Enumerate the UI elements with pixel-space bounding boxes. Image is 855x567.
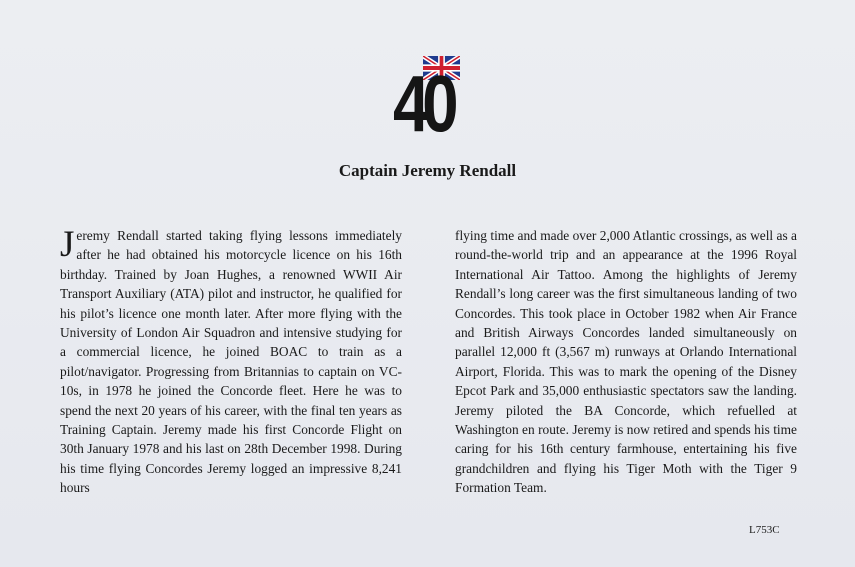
anniversary-logo [393,54,463,148]
drop-cap: J [60,224,75,265]
right-column [455,226,797,498]
page-title: Captain Jeremy Rendall [338,161,517,180]
anniversary-number: 40 [393,59,452,148]
left-column-text: eremy Rendall started taking flying lessons immediately after he had obtained his motorcycle licence on his 16th birthday. Trained by Joan Hughes, a renowned WWII Air Transport Auxiliary (ATA) pilot and instructor, he qualified for his pilot’s licence one month later. After more flying with the University of London Air Squadron and intensive studying for a commercial licence, he joined BOAC to train as a pilot/navigator. Progressing from Britannias to captain on VC-10s, in 1978 he joined the Concorde fleet. Here he was to spend the next 20 years of his career, with the final ten years as Training Captain. Jeremy made his first Concorde Flight on 30th January 1978 and his last on 28th December 1998. During his time flying Concordes Jeremy logged an impressive 8,241 hours [60,228,402,496]
left-column [60,226,402,498]
product-code: L753C [749,524,780,536]
left-paragraph [60,226,402,498]
right-column-text: flying time and made over 2,000 Atlantic crossings, as well as a round-the-world trip and an appearance at the 1996 Royal International Air Tattoo. Among the highlights of Jeremy Rendall’s long career was the first simultaneous landing of two Concordes. This took place in October 1982 when Air France and British Airways Concordes landed simultaneously on parallel 12,000 ft (3,567 m) runways at Orlando International Airport, Florida. This was to mark the opening of the Disney Epcot Park and 35,000 enthusiastic spectators saw the landing. Jeremy piloted the BA Concorde, which refuelled at Washington en route. Jeremy is now retired and spends his time caring for his 16th century farmhouse, entertaining his five grandchildren and flying his Tiger Moth with the Tiger 9 Formation Team. [455,228,797,496]
